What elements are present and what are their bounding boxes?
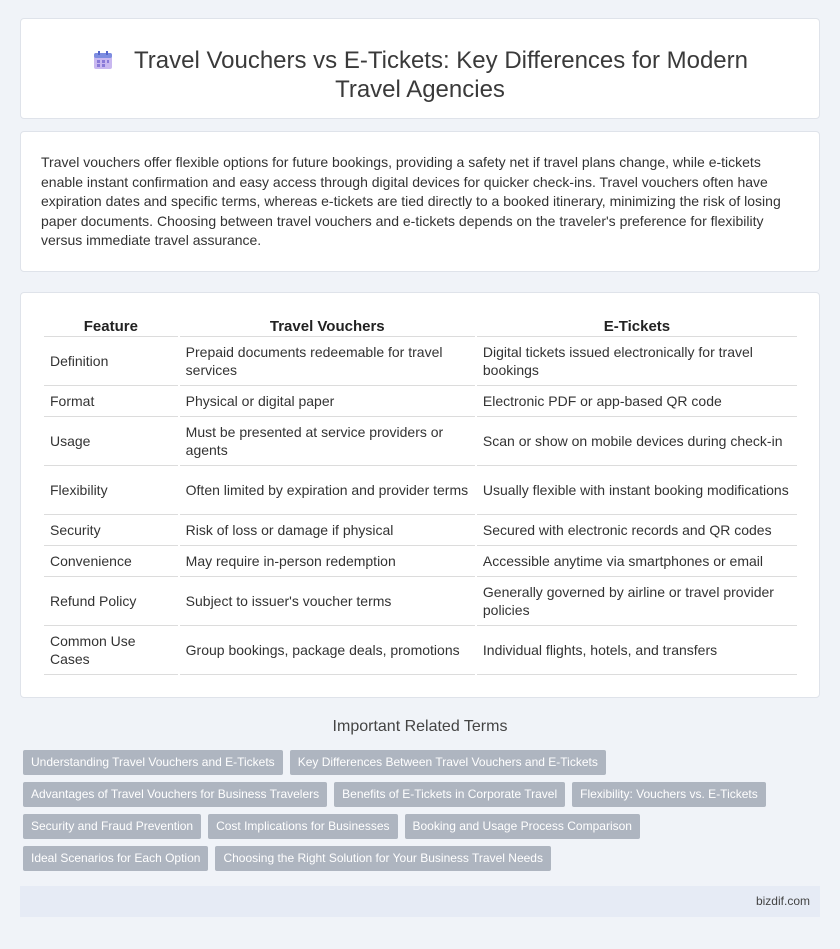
- footer-site-link[interactable]: bizdif.com: [755, 894, 810, 908]
- voucher-cell: Subject to issuer's voucher terms: [180, 577, 475, 626]
- voucher-cell: Often limited by expiration and provider terms: [180, 466, 475, 515]
- related-tags-row-4: [23, 846, 817, 871]
- related-tag[interactable]: Flexibility: Vouchers vs. E-Tickets: [572, 782, 766, 807]
- related-tag[interactable]: Cost Implications for Businesses: [208, 814, 397, 839]
- related-tags-row-3: [23, 814, 817, 839]
- table-row: [44, 626, 797, 675]
- eticket-cell: Accessible anytime via smartphones or email: [477, 546, 797, 577]
- header-e-tickets: E-Tickets: [477, 315, 797, 337]
- related-tag[interactable]: Choosing the Right Solution for Your Business Travel Needs: [215, 846, 551, 871]
- voucher-cell: Prepaid documents redeemable for travel services: [180, 337, 475, 386]
- related-tags-row-1: [23, 750, 817, 775]
- feature-cell: Security: [44, 515, 178, 546]
- feature-cell: Refund Policy: [44, 577, 178, 626]
- comparison-table: [42, 315, 799, 675]
- footer: [20, 886, 820, 917]
- voucher-cell: Must be presented at service providers or agents: [180, 417, 475, 466]
- table-row: [44, 337, 797, 386]
- related-tags-row-2: [23, 782, 817, 807]
- eticket-cell: Generally governed by airline or travel provider policies: [477, 577, 797, 626]
- voucher-cell: Physical or digital paper: [180, 386, 475, 417]
- eticket-cell: Electronic PDF or app-based QR code: [477, 386, 797, 417]
- related-tag[interactable]: Ideal Scenarios for Each Option: [23, 846, 208, 871]
- eticket-cell: Digital tickets issued electronically for travel bookings: [477, 337, 797, 386]
- header-travel-vouchers: Travel Vouchers: [180, 315, 475, 337]
- feature-cell: Usage: [44, 417, 178, 466]
- voucher-cell: May require in-person redemption: [180, 546, 475, 577]
- table-row: [44, 417, 797, 466]
- page-title-text: Travel Vouchers vs E-Tickets: Key Differences for Modern Travel Agencies: [133, 47, 748, 103]
- page-title: [21, 46, 819, 104]
- table-row: [44, 386, 797, 417]
- voucher-cell: Group bookings, package deals, promotions: [180, 626, 475, 675]
- comparison-card: [20, 292, 820, 698]
- related-tag[interactable]: Security and Fraud Prevention: [23, 814, 201, 839]
- related-tag[interactable]: Understanding Travel Vouchers and E-Tickets: [23, 750, 283, 775]
- eticket-cell: Secured with electronic records and QR codes: [477, 515, 797, 546]
- related-terms-heading: Important Related Terms: [332, 718, 508, 735]
- feature-cell: Common Use Cases: [44, 626, 178, 675]
- voucher-cell: Risk of loss or damage if physical: [180, 515, 475, 546]
- feature-cell: Convenience: [44, 546, 178, 577]
- header-feature: Feature: [44, 315, 178, 337]
- table-row: [44, 515, 797, 546]
- table-header-row: [44, 315, 797, 337]
- feature-cell: Definition: [44, 337, 178, 386]
- table-row: [44, 466, 797, 515]
- eticket-cell: Scan or show on mobile devices during check-in: [477, 417, 797, 466]
- table-row: [44, 546, 797, 577]
- header-card: [20, 18, 820, 119]
- intro-text: Travel vouchers offer flexible options for future bookings, providing a safety net if travel plans change, while e-tickets enable instant confirmation and easy access through digital devices for quicker check-ins. Travel vouchers often have expiration dates and specific terms, whereas e-tickets are tied directly to a booked itinerary, minimizing the risk of losing paper documents. Choosing between travel vouchers and e-tickets depends on the traveler's preference for flexibility versus immediate travel assurance.: [41, 154, 781, 249]
- table-row: [44, 577, 797, 626]
- calendar-icon: [92, 49, 114, 71]
- feature-cell: Flexibility: [44, 466, 178, 515]
- related-tag[interactable]: Booking and Usage Process Comparison: [405, 814, 640, 839]
- intro-card: [20, 131, 820, 272]
- feature-cell: Format: [44, 386, 178, 417]
- related-tag[interactable]: Benefits of E-Tickets in Corporate Travel: [334, 782, 565, 807]
- eticket-cell: Individual flights, hotels, and transfers: [477, 626, 797, 675]
- related-tag[interactable]: Advantages of Travel Vouchers for Business Travelers: [23, 782, 327, 807]
- eticket-cell: Usually flexible with instant booking modifications: [477, 466, 797, 515]
- related-tag[interactable]: Key Differences Between Travel Vouchers and E-Tickets: [290, 750, 606, 775]
